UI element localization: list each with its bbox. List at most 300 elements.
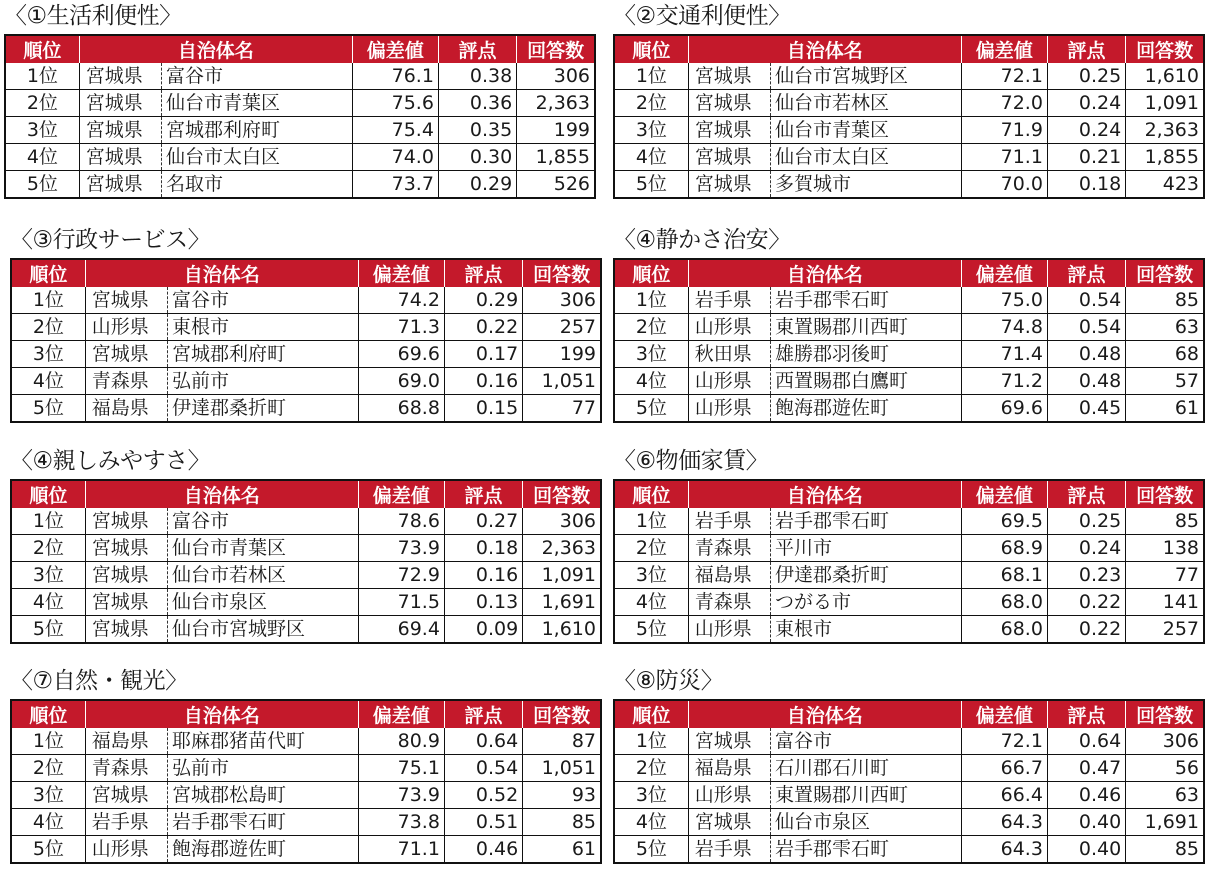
table-row (614, 589, 1204, 616)
header-score: 評点 (444, 700, 522, 728)
deviation-cell: 74.8 (961, 314, 1047, 341)
prefecture-cell: 岩手県 (688, 836, 770, 864)
score-cell: 0.18 (444, 535, 522, 562)
rank-cell: 3位 (614, 117, 688, 144)
responses-cell: 2,363 (1126, 117, 1204, 144)
table-row (614, 562, 1204, 589)
rank-cell: 2位 (614, 535, 688, 562)
score-cell: 0.54 (1047, 314, 1125, 341)
deviation-cell: 71.3 (358, 314, 444, 341)
score-cell: 0.54 (444, 755, 522, 782)
rank-cell: 5位 (614, 171, 688, 199)
header-row (614, 480, 1204, 508)
municipality-cell: 仙台市宮城野区 (168, 616, 359, 644)
municipality-cell: 仙台市宮城野区 (771, 63, 962, 90)
score-cell: 0.40 (1047, 809, 1125, 836)
rank-cell: 3位 (5, 117, 79, 144)
score-cell: 0.48 (1047, 368, 1125, 395)
prefecture-cell: 山形県 (688, 314, 770, 341)
rank-cell: 4位 (614, 809, 688, 836)
municipality-cell: 平川市 (771, 535, 962, 562)
score-cell: 0.46 (1047, 782, 1125, 809)
prefecture-cell: 宮城県 (688, 117, 770, 144)
responses-cell: 1,051 (523, 755, 601, 782)
prefecture-cell: 福島県 (85, 395, 167, 423)
deviation-cell: 80.9 (358, 728, 444, 755)
prefecture-cell: 宮城県 (688, 809, 770, 836)
municipality-cell: 宮城郡松島町 (168, 782, 359, 809)
municipality-cell: 岩手郡雫石町 (771, 508, 962, 535)
deviation-cell: 72.1 (961, 728, 1047, 755)
score-cell: 0.24 (1047, 90, 1125, 117)
header-municipality: 自治体名 (85, 700, 358, 728)
deviation-cell: 69.0 (358, 368, 444, 395)
prefecture-cell: 宮城県 (79, 90, 161, 117)
deviation-cell: 75.0 (961, 287, 1047, 314)
municipality-cell: 仙台市若林区 (168, 562, 359, 589)
score-cell: 0.27 (444, 508, 522, 535)
header-responses: 回答数 (1126, 480, 1204, 508)
responses-cell: 1,691 (523, 589, 601, 616)
header-score: 評点 (438, 35, 516, 63)
table-row (5, 117, 595, 144)
municipality-cell: 仙台市青葉区 (771, 117, 962, 144)
table-row (11, 368, 601, 395)
rank-cell: 5位 (614, 836, 688, 864)
deviation-cell: 64.3 (961, 836, 1047, 864)
table-row (11, 836, 601, 864)
prefecture-cell: 山形県 (688, 368, 770, 395)
prefecture-cell: 岩手県 (688, 287, 770, 314)
prefecture-cell: 宮城県 (85, 341, 167, 368)
header-responses: 回答数 (523, 480, 601, 508)
deviation-cell: 66.4 (961, 782, 1047, 809)
rank-cell: 4位 (5, 144, 79, 171)
rank-cell: 4位 (614, 589, 688, 616)
header-rank: 順位 (11, 700, 85, 728)
deviation-cell: 74.2 (358, 287, 444, 314)
prefecture-cell: 宮城県 (688, 171, 770, 199)
score-cell: 0.52 (444, 782, 522, 809)
rank-cell: 1位 (11, 508, 85, 535)
prefecture-cell: 福島県 (688, 755, 770, 782)
ranking-panel (10, 667, 602, 864)
prefecture-cell: 宮城県 (79, 117, 161, 144)
rank-cell: 5位 (11, 836, 85, 864)
prefecture-cell: 宮城県 (85, 287, 167, 314)
rank-cell: 1位 (11, 728, 85, 755)
table-row (614, 836, 1204, 864)
header-responses: 回答数 (523, 259, 601, 287)
prefecture-cell: 山形県 (688, 616, 770, 644)
municipality-cell: 東置賜郡川西町 (771, 782, 962, 809)
header-responses: 回答数 (1126, 700, 1204, 728)
header-rank: 順位 (5, 35, 79, 63)
header-row (614, 35, 1204, 63)
responses-cell: 257 (1126, 616, 1204, 644)
header-score: 評点 (1047, 480, 1125, 508)
table-row (614, 341, 1204, 368)
municipality-cell: 仙台市泉区 (771, 809, 962, 836)
prefecture-cell: 宮城県 (79, 144, 161, 171)
score-cell: 0.24 (1047, 117, 1125, 144)
prefecture-cell: 宮城県 (85, 562, 167, 589)
table-row (614, 144, 1204, 171)
header-rank: 順位 (614, 35, 688, 63)
header-score: 評点 (444, 259, 522, 287)
score-cell: 0.29 (438, 171, 516, 199)
municipality-cell: 宮城郡利府町 (168, 341, 359, 368)
table-row (11, 728, 601, 755)
responses-cell: 1,855 (1126, 144, 1204, 171)
municipality-cell: 富谷市 (162, 63, 353, 90)
deviation-cell: 71.2 (961, 368, 1047, 395)
municipality-cell: 仙台市太白区 (771, 144, 962, 171)
table-row (11, 314, 601, 341)
prefecture-cell: 宮城県 (79, 63, 161, 90)
municipality-cell: 富谷市 (771, 728, 962, 755)
table-row (11, 809, 601, 836)
table-row (614, 368, 1204, 395)
score-cell: 0.30 (438, 144, 516, 171)
prefecture-cell: 岩手県 (85, 809, 167, 836)
rank-cell: 5位 (5, 171, 79, 199)
prefecture-cell: 青森県 (85, 755, 167, 782)
header-row (11, 480, 601, 508)
rank-cell: 3位 (11, 341, 85, 368)
responses-cell: 2,363 (523, 535, 601, 562)
header-responses: 回答数 (523, 700, 601, 728)
header-rank: 順位 (614, 259, 688, 287)
rank-cell: 2位 (11, 755, 85, 782)
responses-cell: 141 (1126, 589, 1204, 616)
header-deviation: 偏差値 (358, 700, 444, 728)
prefecture-cell: 山形県 (688, 395, 770, 423)
score-cell: 0.46 (444, 836, 522, 864)
score-cell: 0.54 (1047, 287, 1125, 314)
deviation-cell: 78.6 (358, 508, 444, 535)
ranking-table (613, 479, 1205, 644)
rank-cell: 2位 (614, 314, 688, 341)
score-cell: 0.36 (438, 90, 516, 117)
rank-cell: 2位 (11, 535, 85, 562)
deviation-cell: 73.9 (358, 782, 444, 809)
table-row (11, 782, 601, 809)
table-row (614, 809, 1204, 836)
responses-cell: 68 (1126, 341, 1204, 368)
responses-cell: 1,610 (1126, 63, 1204, 90)
ranking-panel (613, 447, 1205, 644)
score-cell: 0.16 (444, 562, 522, 589)
municipality-cell: 伊達郡桑折町 (771, 562, 962, 589)
deviation-cell: 70.0 (961, 171, 1047, 199)
panel-title: 〈⑥物価家賃〉 (613, 448, 769, 474)
header-municipality: 自治体名 (688, 480, 961, 508)
deviation-cell: 71.4 (961, 341, 1047, 368)
header-score: 評点 (444, 480, 522, 508)
ranking-table (613, 258, 1205, 423)
rank-cell: 1位 (614, 63, 688, 90)
header-row (11, 700, 601, 728)
table-row (5, 144, 595, 171)
prefecture-cell: 福島県 (85, 728, 167, 755)
deviation-cell: 71.9 (961, 117, 1047, 144)
header-municipality: 自治体名 (85, 480, 358, 508)
table-row (11, 508, 601, 535)
score-cell: 0.22 (444, 314, 522, 341)
deviation-cell: 68.0 (961, 616, 1047, 644)
rank-cell: 5位 (614, 616, 688, 644)
deviation-cell: 74.0 (352, 144, 438, 171)
municipality-cell: 耶麻郡猪苗代町 (168, 728, 359, 755)
prefecture-cell: 青森県 (85, 368, 167, 395)
table-row (11, 395, 601, 423)
responses-cell: 77 (523, 395, 601, 423)
prefecture-cell: 山形県 (85, 836, 167, 864)
municipality-cell: 仙台市青葉区 (168, 535, 359, 562)
header-deviation: 偏差値 (352, 35, 438, 63)
municipality-cell: 富谷市 (168, 508, 359, 535)
deviation-cell: 68.8 (358, 395, 444, 423)
table-row (614, 535, 1204, 562)
responses-cell: 1,051 (523, 368, 601, 395)
score-cell: 0.48 (1047, 341, 1125, 368)
responses-cell: 306 (1126, 728, 1204, 755)
score-cell: 0.22 (1047, 616, 1125, 644)
municipality-cell: 仙台市泉区 (168, 589, 359, 616)
responses-cell: 63 (1126, 782, 1204, 809)
panel-title: 〈①生活利便性〉 (4, 3, 182, 29)
score-cell: 0.23 (1047, 562, 1125, 589)
prefecture-cell: 宮城県 (688, 144, 770, 171)
header-responses: 回答数 (1126, 259, 1204, 287)
table-row (11, 562, 601, 589)
municipality-cell: 富谷市 (168, 287, 359, 314)
rank-cell: 2位 (614, 90, 688, 117)
header-rank: 順位 (614, 480, 688, 508)
panel-title: 〈⑧防災〉 (613, 668, 724, 694)
responses-cell: 526 (517, 171, 595, 199)
score-cell: 0.16 (444, 368, 522, 395)
rank-cell: 4位 (614, 144, 688, 171)
deviation-cell: 75.1 (358, 755, 444, 782)
score-cell: 0.25 (1047, 63, 1125, 90)
municipality-cell: 宮城郡利府町 (162, 117, 353, 144)
rank-cell: 1位 (614, 508, 688, 535)
score-cell: 0.35 (438, 117, 516, 144)
municipality-cell: 弘前市 (168, 368, 359, 395)
municipality-cell: 雄勝郡羽後町 (771, 341, 962, 368)
responses-cell: 306 (523, 287, 601, 314)
responses-cell: 1,091 (1126, 90, 1204, 117)
score-cell: 0.51 (444, 809, 522, 836)
score-cell: 0.29 (444, 287, 522, 314)
table-row (614, 171, 1204, 199)
panel-title: 〈③行政サービス〉 (10, 227, 211, 253)
prefecture-cell: 岩手県 (688, 508, 770, 535)
responses-cell: 61 (523, 836, 601, 864)
municipality-cell: 伊達郡桑折町 (168, 395, 359, 423)
header-row (5, 35, 595, 63)
ranking-panel (10, 447, 602, 644)
prefecture-cell: 宮城県 (688, 90, 770, 117)
prefecture-cell: 山形県 (688, 782, 770, 809)
score-cell: 0.09 (444, 616, 522, 644)
header-deviation: 偏差値 (358, 259, 444, 287)
prefecture-cell: 宮城県 (85, 589, 167, 616)
rank-cell: 4位 (11, 368, 85, 395)
rank-cell: 3位 (11, 782, 85, 809)
municipality-cell: 岩手郡雫石町 (771, 836, 962, 864)
table-row (5, 90, 595, 117)
table-row (614, 90, 1204, 117)
responses-cell: 306 (517, 63, 595, 90)
header-municipality: 自治体名 (79, 35, 352, 63)
header-deviation: 偏差値 (961, 35, 1047, 63)
deviation-cell: 68.0 (961, 589, 1047, 616)
responses-cell: 1,691 (1126, 809, 1204, 836)
municipality-cell: 石川郡石川町 (771, 755, 962, 782)
ranking-table (10, 479, 602, 644)
header-deviation: 偏差値 (961, 700, 1047, 728)
municipality-cell: つがる市 (771, 589, 962, 616)
deviation-cell: 68.9 (961, 535, 1047, 562)
deviation-cell: 71.5 (358, 589, 444, 616)
header-score: 評点 (1047, 259, 1125, 287)
table-row (614, 755, 1204, 782)
deviation-cell: 71.1 (358, 836, 444, 864)
municipality-cell: 東置賜郡川西町 (771, 314, 962, 341)
deviation-cell: 71.1 (961, 144, 1047, 171)
prefecture-cell: 宮城県 (688, 63, 770, 90)
deviation-cell: 69.6 (961, 395, 1047, 423)
ranking-table (4, 34, 596, 199)
score-cell: 0.18 (1047, 171, 1125, 199)
rank-cell: 2位 (11, 314, 85, 341)
deviation-cell: 75.4 (352, 117, 438, 144)
prefecture-cell: 宮城県 (688, 728, 770, 755)
deviation-cell: 69.5 (961, 508, 1047, 535)
responses-cell: 63 (1126, 314, 1204, 341)
deviation-cell: 64.3 (961, 809, 1047, 836)
prefecture-cell: 青森県 (688, 589, 770, 616)
responses-cell: 85 (1126, 836, 1204, 864)
municipality-cell: 西置賜郡白鷹町 (771, 368, 962, 395)
header-row (11, 259, 601, 287)
table-row (5, 63, 595, 90)
score-cell: 0.13 (444, 589, 522, 616)
ranking-table (613, 699, 1205, 864)
ranking-panel (4, 2, 596, 199)
header-responses: 回答数 (1126, 35, 1204, 63)
table-row (11, 287, 601, 314)
rank-cell: 5位 (11, 395, 85, 423)
table-row (11, 616, 601, 644)
municipality-cell: 東根市 (771, 616, 962, 644)
municipality-cell: 東根市 (168, 314, 359, 341)
responses-cell: 1,855 (517, 144, 595, 171)
header-row (614, 259, 1204, 287)
score-cell: 0.64 (444, 728, 522, 755)
table-row (614, 728, 1204, 755)
rank-cell: 3位 (614, 341, 688, 368)
score-cell: 0.22 (1047, 589, 1125, 616)
responses-cell: 1,091 (523, 562, 601, 589)
responses-cell: 93 (523, 782, 601, 809)
table-row (614, 508, 1204, 535)
municipality-cell: 岩手郡雫石町 (771, 287, 962, 314)
score-cell: 0.24 (1047, 535, 1125, 562)
responses-cell: 138 (1126, 535, 1204, 562)
municipality-cell: 仙台市若林区 (771, 90, 962, 117)
table-row (614, 616, 1204, 644)
ranking-table (613, 34, 1205, 199)
header-deviation: 偏差値 (961, 480, 1047, 508)
municipality-cell: 多賀城市 (771, 171, 962, 199)
header-rank: 順位 (614, 700, 688, 728)
rank-cell: 2位 (5, 90, 79, 117)
responses-cell: 85 (1126, 287, 1204, 314)
prefecture-cell: 宮城県 (85, 782, 167, 809)
deviation-cell: 68.1 (961, 562, 1047, 589)
rank-cell: 4位 (614, 368, 688, 395)
panel-title: 〈④親しみやすさ〉 (10, 448, 211, 474)
header-deviation: 偏差値 (358, 480, 444, 508)
rank-cell: 4位 (11, 809, 85, 836)
rank-cell: 5位 (614, 395, 688, 423)
table-row (614, 63, 1204, 90)
score-cell: 0.47 (1047, 755, 1125, 782)
responses-cell: 77 (1126, 562, 1204, 589)
table-row (614, 782, 1204, 809)
header-rank: 順位 (11, 259, 85, 287)
prefecture-cell: 青森県 (688, 535, 770, 562)
rank-cell: 1位 (5, 63, 79, 90)
header-rank: 順位 (11, 480, 85, 508)
rank-cell: 5位 (11, 616, 85, 644)
table-row (614, 287, 1204, 314)
responses-cell: 85 (523, 809, 601, 836)
table-row (11, 535, 601, 562)
score-cell: 0.45 (1047, 395, 1125, 423)
header-municipality: 自治体名 (688, 259, 961, 287)
responses-cell: 2,363 (517, 90, 595, 117)
score-cell: 0.15 (444, 395, 522, 423)
table-row (614, 395, 1204, 423)
ranking-table (10, 699, 602, 864)
ranking-panel (613, 2, 1205, 199)
table-row (11, 755, 601, 782)
rank-cell: 3位 (614, 782, 688, 809)
score-cell: 0.40 (1047, 836, 1125, 864)
rank-cell: 1位 (11, 287, 85, 314)
responses-cell: 306 (523, 508, 601, 535)
deviation-cell: 72.0 (961, 90, 1047, 117)
responses-cell: 61 (1126, 395, 1204, 423)
prefecture-cell: 宮城県 (79, 171, 161, 199)
prefecture-cell: 山形県 (85, 314, 167, 341)
municipality-cell: 仙台市太白区 (162, 144, 353, 171)
header-row (614, 700, 1204, 728)
responses-cell: 87 (523, 728, 601, 755)
rank-cell: 4位 (11, 589, 85, 616)
rank-cell: 3位 (614, 562, 688, 589)
responses-cell: 199 (517, 117, 595, 144)
deviation-cell: 72.1 (961, 63, 1047, 90)
rank-cell: 2位 (614, 755, 688, 782)
deviation-cell: 73.8 (358, 809, 444, 836)
prefecture-cell: 宮城県 (85, 535, 167, 562)
